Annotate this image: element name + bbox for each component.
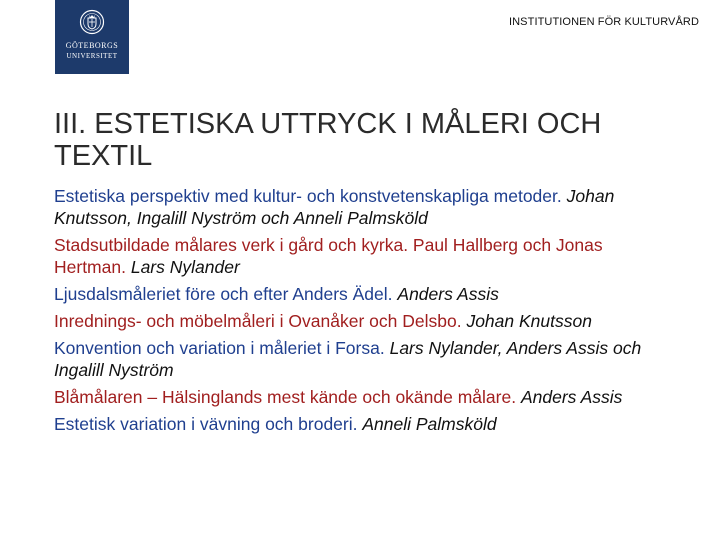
item-author: Anneli Palmsköld — [362, 414, 497, 434]
item-text: Ljusdalsmåleriet före och efter Anders Ädel. — [54, 284, 393, 304]
list-item — [54, 386, 674, 408]
list-item — [54, 413, 674, 435]
item-author: Lars Nylander, Anders Assis och Ingalill Nyström — [54, 338, 642, 380]
list-item — [54, 234, 674, 278]
department-label: INSTITUTIONEN FÖR KULTURVÅRD — [508, 16, 699, 28]
item-text: Estetiska perspektiv med kultur- och konstvetenskapliga metoder. — [54, 186, 562, 206]
item-author: Anders Assis — [520, 387, 623, 407]
university-seal-icon — [79, 9, 105, 37]
item-text: Inrednings- och möbelmåleri i Ovanåker och Delsbo. — [54, 311, 462, 331]
list-item — [54, 337, 674, 381]
list-item — [54, 185, 674, 229]
list-item — [54, 283, 674, 305]
page-title: III. ESTETISKA UTTRYCK I MÅLERI OCH TEXTIL — [54, 108, 602, 172]
item-text: Blåmålaren – Hälsinglands mest kände och okände målare. — [54, 387, 517, 407]
logo-university-subtitle: UNIVERSITET — [66, 52, 118, 60]
list-item — [54, 310, 674, 332]
item-author: Johan Knutsson — [466, 311, 592, 331]
logo-university-name: GÖTEBORGS — [65, 41, 119, 50]
university-logo — [55, 0, 129, 74]
item-author: Johan Knutsson, Ingalill Nyström och Anneli Palmsköld — [54, 186, 615, 228]
item-author: Anders Assis — [397, 284, 499, 304]
chapter-list — [54, 185, 674, 440]
item-text: Konvention och variation i måleriet i Forsa. — [54, 338, 385, 358]
item-text: Estetisk variation i vävning och broderi. — [54, 414, 358, 434]
item-text: Stadsutbildade målares verk i gård och kyrka. Paul Hallberg och Jonas Hertman. — [54, 235, 603, 277]
item-author: Lars Nylander — [130, 257, 240, 277]
